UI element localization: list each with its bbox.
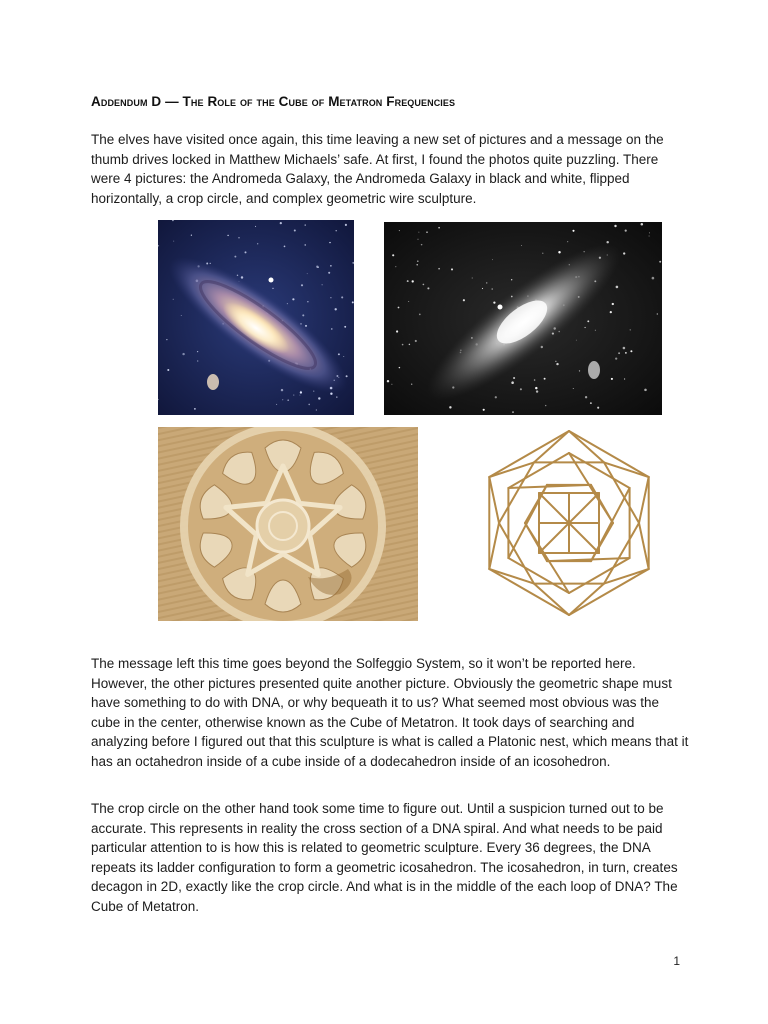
paragraph-crop-circle: The crop circle on the other hand took some time to figure out. Until a suspicion turned out to be accurate. This represents in reality the cross section of a DNA spiral. And what needs to be paid particular attention to is how this is related to geometric sculpture. Every 36 degrees, the DNA repeats its ladder configuration to form a geometric icosahedron. The icosahedron, in turn, creates decagon in 2D, exactly like the crop circle. And what is in the middle of the each loop of DNA? The Cube of Metatron. [91,801,678,914]
page-number: 1 [673,954,680,968]
geometric-wire-sculpture-image [470,425,668,621]
crop-circle-image [158,427,418,621]
paragraph-intro: The elves have visited once again, this time leaving a new set of pictures and a message on the thumb drives locked in Matthew Michaels’ safe. At first, I found the photos quite puzzling. There were 4 pictures: the Andromeda Galaxy, the Andromeda Galaxy in black and white, flipped horizontally, a crop circle, and complex geometric wire sculpture. [91,132,664,206]
page-title: Addendum D — The Role of the Cube of Metatron Frequencies [91,94,456,109]
andromeda-galaxy-color-image [158,220,354,415]
andromeda-galaxy-bw-image [384,222,662,415]
paragraph-sculpture: The message left this time goes beyond the Solfeggio System, so it won’t be reported here. However, the other pictures presented quite another picture. Obviously the geometric shape must have something to do with DNA, or why bequeath it to us? What seemed most obvious was the cube in the center, otherwise known as the Cube of Metatron. It took days of searching and analyzing before I figured out that this sculpture is what is called a Platonic nest, which means that it has an octahedron inside of a cube inside of a dodecahedron inside of an icosohedron. [91,656,689,769]
